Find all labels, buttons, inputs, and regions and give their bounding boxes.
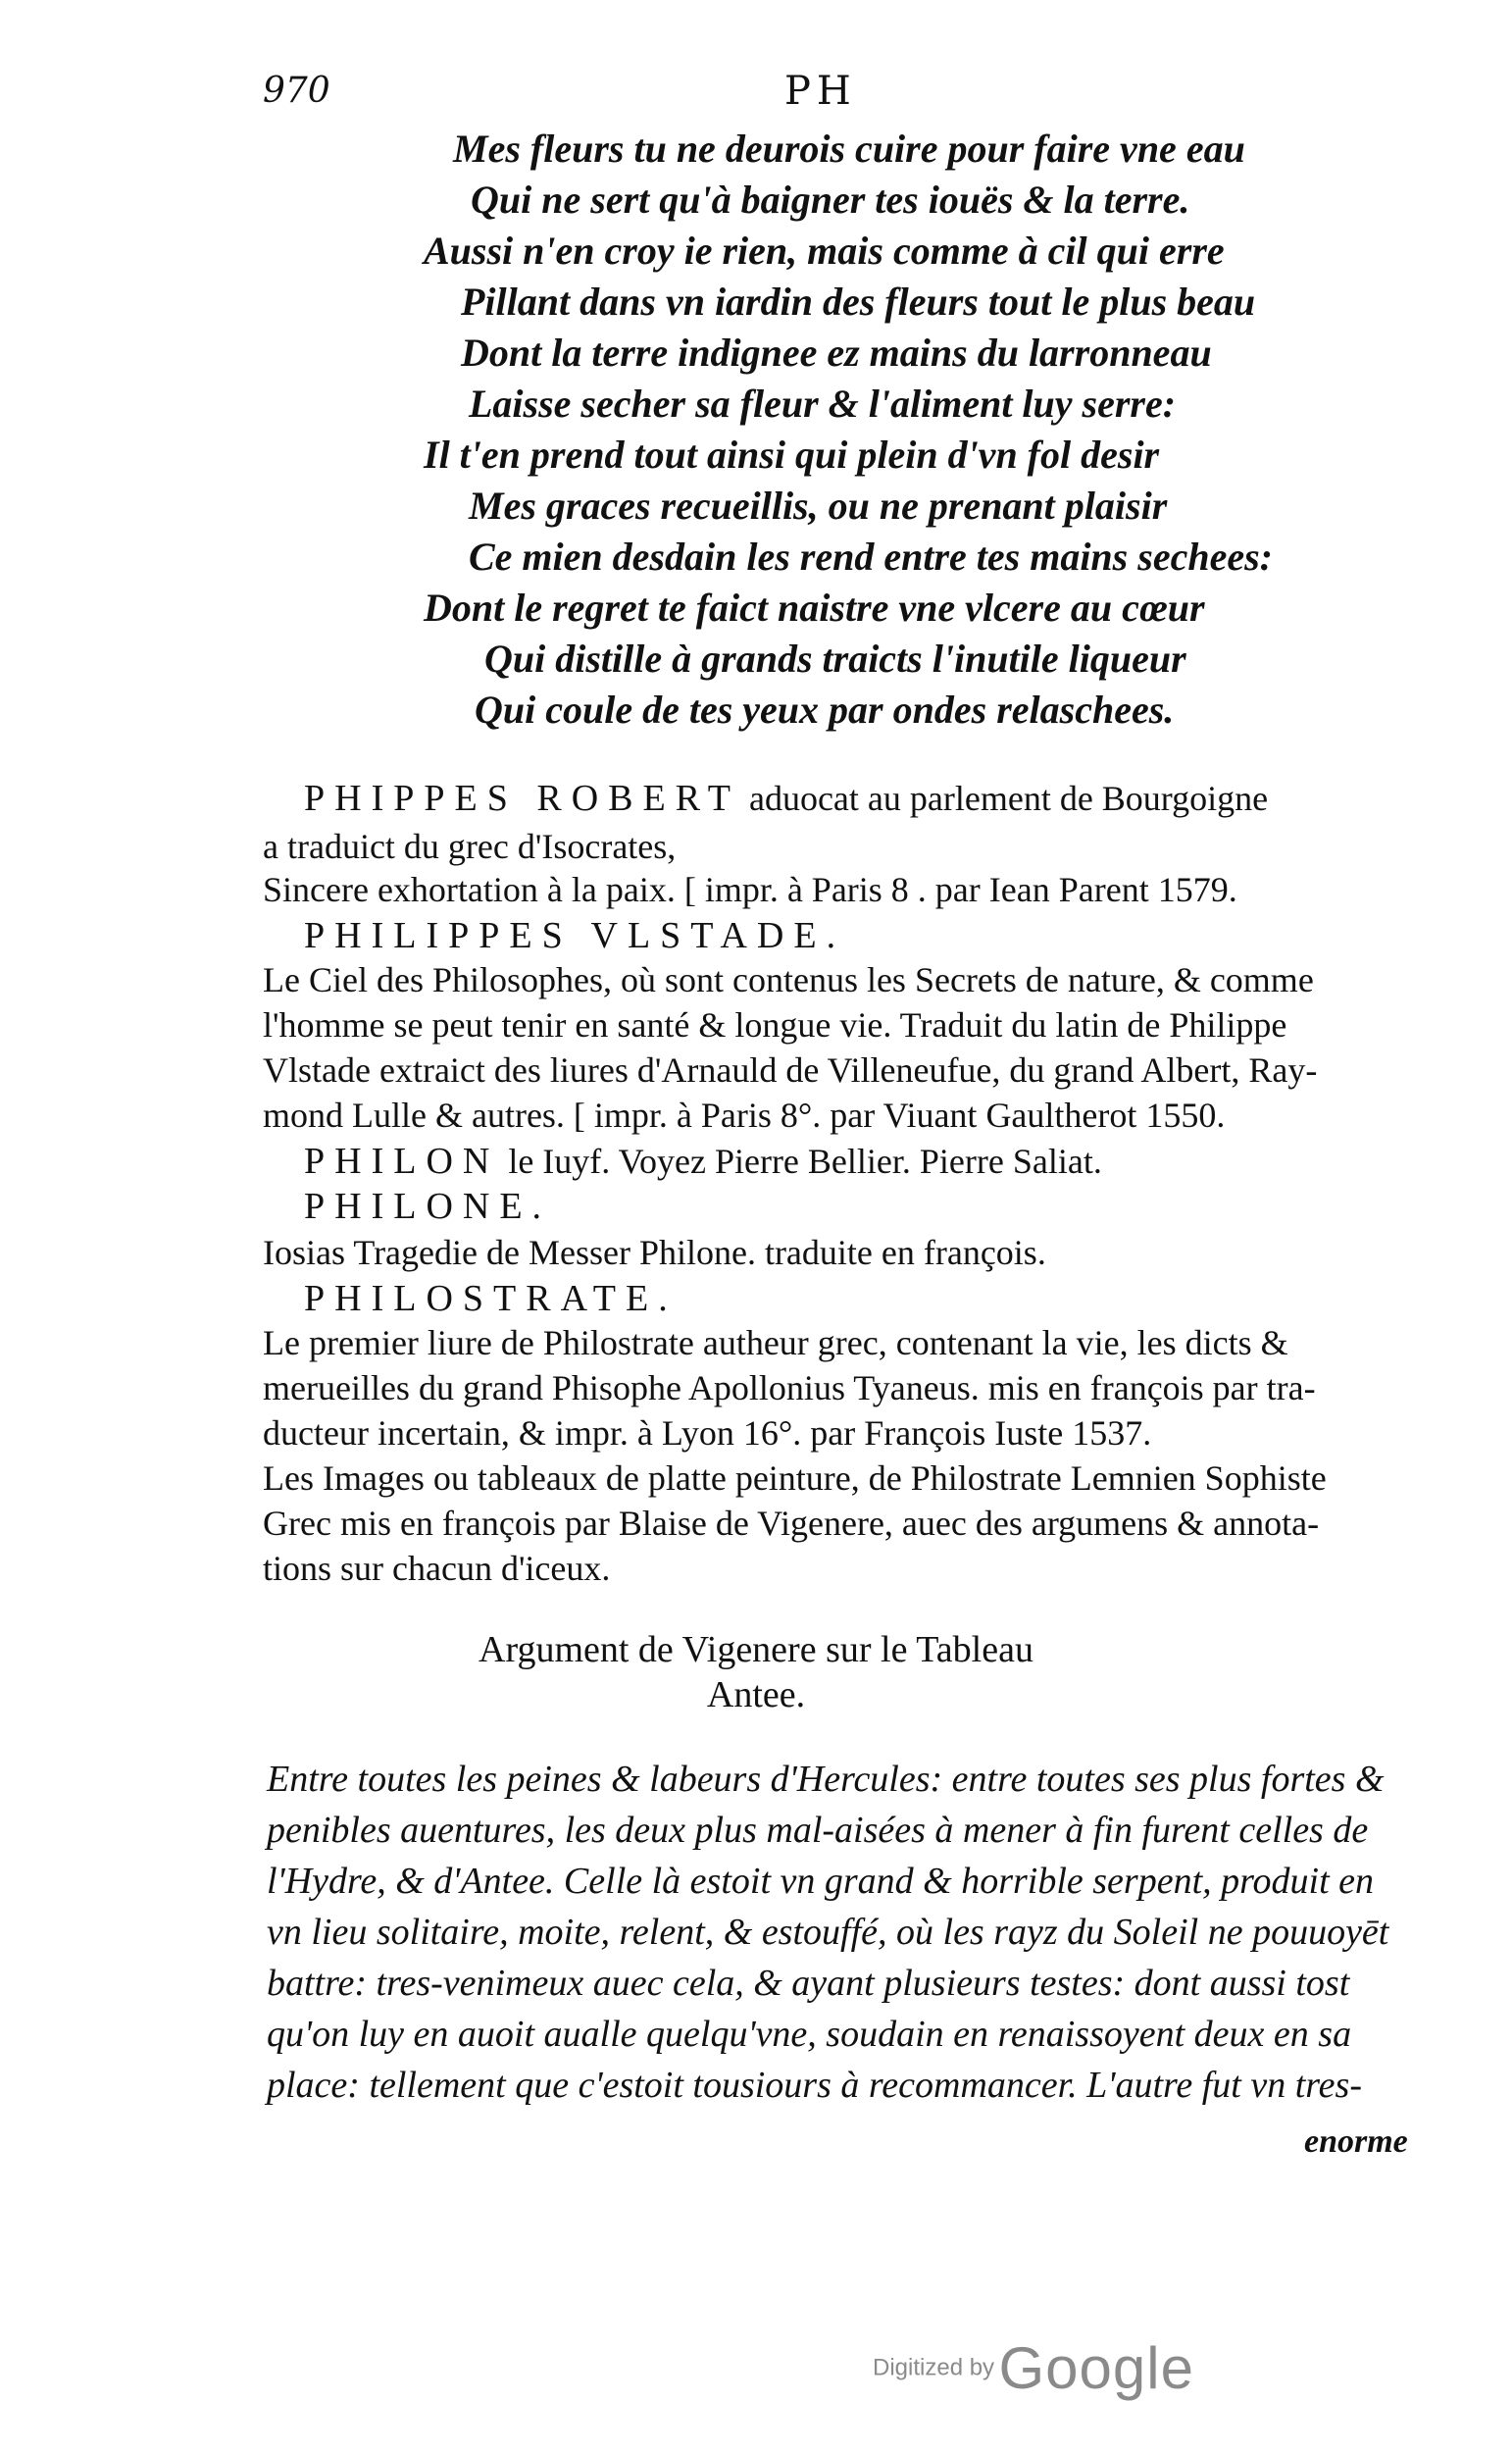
entry-line: merueilles du grand Phisophe Apollonius Tyaneus. mis en françois par tra- bbox=[263, 1368, 1316, 1407]
entry-line: Iosias Tragedie de Messer Philone. traduite en françois. bbox=[263, 1233, 1046, 1272]
poem-line: Laisse secher sa fleur & l'aliment luy serre: bbox=[469, 382, 1177, 426]
entry-line: Vlstade extraict des liures d'Arnauld de Villeneufue, du grand Albert, Ray- bbox=[263, 1050, 1318, 1090]
argument-line: penibles auentures, les deux plus mal-aisées à mener à fin furent celles de bbox=[267, 1810, 1369, 1851]
author-desc: le Iuyf. Voyez Pierre Bellier. Pierre Saliat. bbox=[508, 1142, 1102, 1181]
poem-line: Qui ne sert qu'à baigner tes iouës & la terre. bbox=[471, 178, 1190, 222]
entry-line: Grec mis en françois par Blaise de Vigenere, auec des argumens & annota- bbox=[263, 1504, 1320, 1543]
poem-line: Dont la terre indignee ez mains du larronneau bbox=[461, 331, 1212, 375]
page-number: 970 bbox=[263, 71, 330, 111]
author-name: PHILON bbox=[304, 1141, 500, 1182]
entry-line: Le premier liure de Philostrate autheur grec, contenant la vie, les dicts & bbox=[263, 1323, 1288, 1362]
poem-line: Il t'en prend tout ainsi qui plein d'vn fol desir bbox=[424, 433, 1160, 477]
author-name: PHILOSTRATE. bbox=[304, 1278, 678, 1319]
argument-line: place: tellement que c'estoit tousiours à recommancer. L'autre fut vn tres- bbox=[267, 2065, 1362, 2106]
poem-line: Dont le regret te faict naistre vne vlcere au cœur bbox=[424, 586, 1205, 630]
entry-line: ducteur incertain, & impr. à Lyon 16°. par François Iuste 1537. bbox=[263, 1413, 1152, 1453]
argument-line: qu'on luy en auoit aualle quelqu'vne, soudain en renaissoyent deux en sa bbox=[267, 2014, 1352, 2055]
entry-line: Les Images ou tableaux de platte peinture, de Philostrate Lemnien Sophiste bbox=[263, 1458, 1327, 1498]
entry-line: l'homme se peut tenir en santé & longue vie. Traduit du latin de Philippe bbox=[263, 1005, 1287, 1045]
entry-line: mond Lulle & autres. [ impr. à Paris 8°. par Viuant Gaultherot 1550. bbox=[263, 1096, 1226, 1135]
entry-heading bbox=[304, 1140, 1102, 1183]
entry-line: Le Ciel des Philosophes, où sont contenus les Secrets de nature, & comme bbox=[263, 960, 1314, 999]
entry-line: a traduict du grec d'Isocrates, bbox=[263, 827, 677, 866]
poem-line: Ce mien desdain les rend entre tes mains sechees: bbox=[469, 535, 1273, 579]
watermark-prefix: Digitized by bbox=[873, 2354, 995, 2381]
google-logo: Google bbox=[998, 2335, 1194, 2401]
author-name: PHILONE. bbox=[304, 1186, 552, 1227]
entry-line: Sincere exhortation à la paix. [ impr. à Paris 8 . par Iean Parent 1579. bbox=[263, 870, 1237, 909]
argument-line: Entre toutes les peines & labeurs d'Hercules: entre toutes ses plus fortes & bbox=[267, 1759, 1385, 1800]
entry-heading bbox=[304, 777, 1268, 820]
running-head: PH bbox=[784, 69, 857, 114]
poem-line: Pillant dans vn iardin des fleurs tout le plus beau bbox=[461, 280, 1256, 324]
author-name: PHILIPPES VLSTADE. bbox=[304, 915, 846, 956]
entry-line: tions sur chacun d'iceux. bbox=[263, 1549, 611, 1588]
poem-line: Qui coule de tes yeux par ondes relaschees. bbox=[475, 688, 1175, 732]
catchword: enorme bbox=[1304, 2123, 1408, 2160]
poem-line: Aussi n'en croy ie rien, mais comme à cil qui erre bbox=[424, 229, 1225, 273]
poem-line: Qui distille à grands traicts l'inutile liqueur bbox=[484, 637, 1186, 681]
poem-line: Mes graces recueillis, ou ne prenant plaisir bbox=[469, 484, 1168, 528]
argument-line: vn lieu solitaire, moite, relent, & estouffé, où les rayz du Soleil ne pouuoyēt bbox=[267, 1912, 1389, 1953]
argument-line: l'Hydre, & d'Antee. Celle là estoit vn grand & horrible serpent, produit en bbox=[267, 1861, 1374, 1902]
poem-line: Mes fleurs tu ne deurois cuire pour faire vne eau bbox=[453, 127, 1245, 171]
author-name: PHIPPES ROBERT bbox=[304, 778, 740, 819]
author-desc: aduocat au parlement de Bourgoigne bbox=[748, 779, 1269, 818]
argument-subtitle: Antee. bbox=[706, 1674, 806, 1715]
argument-title: Argument de Vigenere sur le Tableau bbox=[479, 1629, 1033, 1670]
argument-line: battre: tres-venimeux auec cela, & ayant plusieurs testes: dont aussi tost bbox=[267, 1963, 1350, 2004]
digitized-watermark bbox=[873, 2334, 1194, 2402]
